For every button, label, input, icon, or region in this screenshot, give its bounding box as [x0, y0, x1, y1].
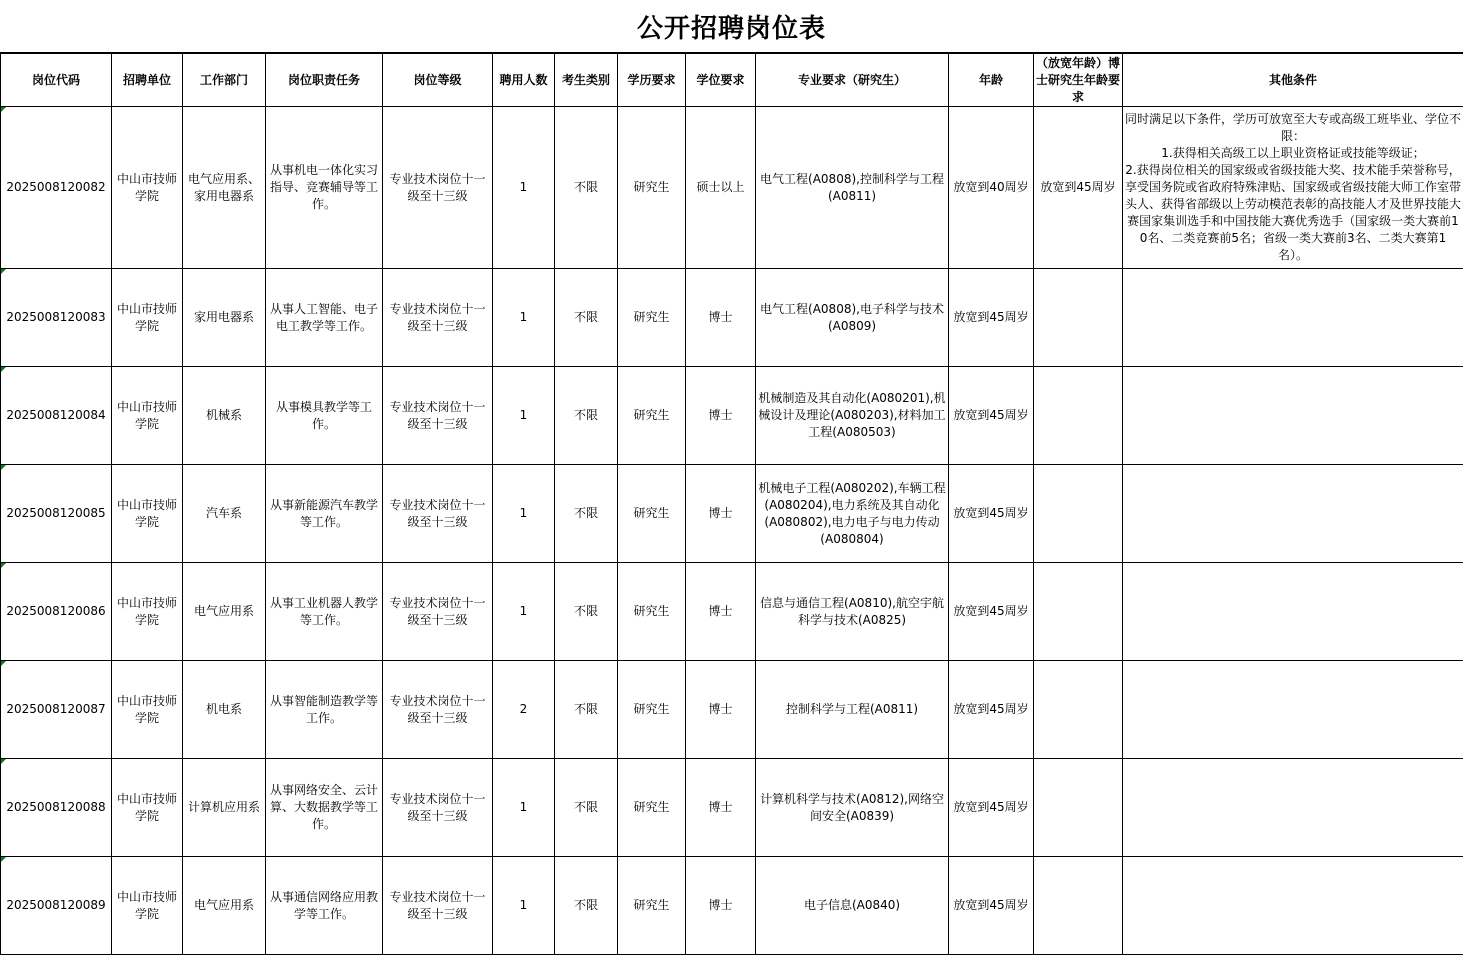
header-level[interactable]: 岗位等级 [383, 54, 493, 107]
header-phd-age[interactable]: （放宽年龄）博士研究生年龄要求 [1034, 54, 1123, 107]
cell-level[interactable]: 专业技术岗位十一级至十三级 [383, 857, 493, 955]
cell-code[interactable]: 2025008120084 [1, 367, 112, 465]
header-category[interactable]: 考生类别 [555, 54, 618, 107]
cell-level[interactable]: 专业技术岗位十一级至十三级 [383, 563, 493, 661]
table-row [1, 107, 1463, 269]
cell-dept[interactable]: 电气应用系、家用电器系 [183, 107, 266, 269]
header-other[interactable]: 其他条件 [1123, 54, 1463, 107]
header-unit[interactable]: 招聘单位 [112, 54, 183, 107]
cell-count[interactable]: 1 [493, 563, 555, 661]
cell-edu[interactable]: 研究生 [618, 269, 686, 367]
cell-code[interactable]: 2025008120089 [1, 857, 112, 955]
cell-duty[interactable]: 从事智能制造教学等工作。 [266, 661, 383, 759]
cell-count[interactable]: 1 [493, 759, 555, 857]
cell-duty[interactable]: 从事人工智能、电子电工教学等工作。 [266, 269, 383, 367]
cell-unit[interactable]: 中山市技师学院 [112, 465, 183, 563]
cell-unit[interactable]: 中山市技师学院 [112, 367, 183, 465]
cell-level[interactable]: 专业技术岗位十一级至十三级 [383, 759, 493, 857]
page-title: 公开招聘岗位表 [0, 0, 1463, 53]
cell-unit[interactable]: 中山市技师学院 [112, 759, 183, 857]
cell-unit[interactable]: 中山市技师学院 [112, 563, 183, 661]
cell-count[interactable]: 1 [493, 107, 555, 269]
header-major[interactable]: 专业要求（研究生） [756, 54, 949, 107]
cell-other[interactable]: 同时满足以下条件，学历可放宽至大专或高级工班毕业、学位不限： 1.获得相关高级工以上职业资格证或技能等级证； 2.获得岗位相关的国家级或省级技能大奖、技术能手荣誉称号，享受国务院或省政府特殊津贴、国家级或省级技能大师工作室带头人、获得省部级以上劳动模范表彰的高技能人才及世界技能大赛国家集训选手和中国技能大赛优秀选手（国家级一类大赛前10名、二类竞赛前5名；省级一类大赛前3名、二类大赛第1名）。 [1123, 107, 1463, 269]
cell-level[interactable]: 专业技术岗位十一级至十三级 [383, 465, 493, 563]
cell-code[interactable]: 2025008120086 [1, 563, 112, 661]
cell-dept[interactable]: 电气应用系 [183, 857, 266, 955]
cell-edu[interactable]: 研究生 [618, 107, 686, 269]
header-code[interactable]: 岗位代码 [1, 54, 112, 107]
cell-age[interactable]: 放宽到45周岁 [949, 367, 1034, 465]
cell-edu[interactable]: 研究生 [618, 661, 686, 759]
table-row [1, 857, 1463, 955]
cell-phd-age[interactable] [1034, 661, 1123, 759]
cell-code[interactable]: 2025008120088 [1, 759, 112, 857]
header-dept[interactable]: 工作部门 [183, 54, 266, 107]
cell-edu[interactable]: 研究生 [618, 759, 686, 857]
cell-category[interactable]: 不限 [555, 661, 618, 759]
cell-phd-age[interactable] [1034, 563, 1123, 661]
cell-major[interactable]: 控制科学与工程(A0811) [756, 661, 949, 759]
cell-edu[interactable]: 研究生 [618, 367, 686, 465]
cell-major[interactable]: 电气工程(A0808),控制科学与工程(A0811) [756, 107, 949, 269]
cell-degree[interactable]: 博士 [686, 759, 756, 857]
cell-major[interactable]: 电气工程(A0808),电子科学与技术(A0809) [756, 269, 949, 367]
cell-edu[interactable]: 研究生 [618, 563, 686, 661]
cell-category[interactable]: 不限 [555, 857, 618, 955]
table-row [1, 563, 1463, 661]
cell-degree[interactable]: 博士 [686, 269, 756, 367]
cell-level[interactable]: 专业技术岗位十一级至十三级 [383, 661, 493, 759]
cell-age[interactable]: 放宽到45周岁 [949, 661, 1034, 759]
cell-other[interactable] [1123, 269, 1463, 367]
cell-count[interactable]: 1 [493, 857, 555, 955]
cell-phd-age[interactable]: 放宽到45周岁 [1034, 107, 1123, 269]
cell-age[interactable]: 放宽到45周岁 [949, 857, 1034, 955]
cell-major[interactable]: 机械电子工程(A080202),车辆工程(A080204),电力系统及其自动化(A080802),电力电子与电力传动(A080804) [756, 465, 949, 563]
cell-category[interactable]: 不限 [555, 563, 618, 661]
cell-other[interactable] [1123, 563, 1463, 661]
cell-degree[interactable]: 博士 [686, 563, 756, 661]
cell-edu[interactable]: 研究生 [618, 465, 686, 563]
cell-unit[interactable]: 中山市技师学院 [112, 269, 183, 367]
cell-degree[interactable]: 博士 [686, 367, 756, 465]
cell-age[interactable]: 放宽到45周岁 [949, 563, 1034, 661]
cell-unit[interactable]: 中山市技师学院 [112, 661, 183, 759]
cell-other[interactable] [1123, 759, 1463, 857]
table-row [1, 367, 1463, 465]
cell-phd-age[interactable] [1034, 857, 1123, 955]
cell-edu[interactable]: 研究生 [618, 857, 686, 955]
cell-dept[interactable]: 家用电器系 [183, 269, 266, 367]
header-duty[interactable]: 岗位职责任务 [266, 54, 383, 107]
cell-level[interactable]: 专业技术岗位十一级至十三级 [383, 367, 493, 465]
cell-age[interactable]: 放宽到45周岁 [949, 465, 1034, 563]
table-row [1, 269, 1463, 367]
cell-major[interactable]: 信息与通信工程(A0810),航空宇航科学与技术(A0825) [756, 563, 949, 661]
cell-code[interactable]: 2025008120087 [1, 661, 112, 759]
cell-dept[interactable]: 汽车系 [183, 465, 266, 563]
cell-phd-age[interactable] [1034, 269, 1123, 367]
cell-dept[interactable]: 计算机应用系 [183, 759, 266, 857]
cell-other[interactable] [1123, 661, 1463, 759]
header-count[interactable]: 聘用人数 [493, 54, 555, 107]
cell-code[interactable]: 2025008120083 [1, 269, 112, 367]
cell-age[interactable]: 放宽到45周岁 [949, 269, 1034, 367]
cell-other[interactable] [1123, 367, 1463, 465]
cell-level[interactable]: 专业技术岗位十一级至十三级 [383, 107, 493, 269]
cell-count[interactable]: 1 [493, 465, 555, 563]
cell-category[interactable]: 不限 [555, 107, 618, 269]
cell-duty[interactable]: 从事模具教学等工作。 [266, 367, 383, 465]
cell-dept[interactable]: 机械系 [183, 367, 266, 465]
cell-unit[interactable]: 中山市技师学院 [112, 857, 183, 955]
cell-count[interactable]: 2 [493, 661, 555, 759]
cell-category[interactable]: 不限 [555, 759, 618, 857]
cell-phd-age[interactable] [1034, 759, 1123, 857]
header-age[interactable]: 年龄 [949, 54, 1034, 107]
cell-duty[interactable]: 从事新能源汽车教学等工作。 [266, 465, 383, 563]
header-row [1, 54, 1463, 107]
cell-count[interactable]: 1 [493, 367, 555, 465]
table-body [1, 107, 1463, 955]
cell-other[interactable] [1123, 465, 1463, 563]
cell-category[interactable]: 不限 [555, 367, 618, 465]
cell-category[interactable]: 不限 [555, 269, 618, 367]
cell-degree[interactable]: 博士 [686, 661, 756, 759]
table-row [1, 759, 1463, 857]
cell-duty[interactable]: 从事通信网络应用教学等工作。 [266, 857, 383, 955]
cell-major[interactable]: 电子信息(A0840) [756, 857, 949, 955]
cell-code[interactable]: 2025008120085 [1, 465, 112, 563]
table-row [1, 465, 1463, 563]
header-edu[interactable]: 学历要求 [618, 54, 686, 107]
cell-count[interactable]: 1 [493, 269, 555, 367]
cell-duty[interactable]: 从事机电一体化实习指导、竞赛辅导等工作。 [266, 107, 383, 269]
cell-age[interactable]: 放宽到40周岁 [949, 107, 1034, 269]
cell-major[interactable]: 计算机科学与技术(A0812),网络空间安全(A0839) [756, 759, 949, 857]
header-degree[interactable]: 学位要求 [686, 54, 756, 107]
cell-other[interactable] [1123, 857, 1463, 955]
cell-unit[interactable]: 中山市技师学院 [112, 107, 183, 269]
cell-duty[interactable]: 从事工业机器人教学等工作。 [266, 563, 383, 661]
cell-category[interactable]: 不限 [555, 465, 618, 563]
job-table [0, 53, 1463, 955]
cell-dept[interactable]: 机电系 [183, 661, 266, 759]
cell-phd-age[interactable] [1034, 367, 1123, 465]
cell-degree[interactable]: 博士 [686, 857, 756, 955]
cell-level[interactable]: 专业技术岗位十一级至十三级 [383, 269, 493, 367]
cell-degree[interactable]: 博士 [686, 465, 756, 563]
cell-phd-age[interactable] [1034, 465, 1123, 563]
cell-dept[interactable]: 电气应用系 [183, 563, 266, 661]
cell-major[interactable]: 机械制造及其自动化(A080201),机械设计及理论(A080203),材料加工工程(A080503) [756, 367, 949, 465]
table-row [1, 661, 1463, 759]
cell-age[interactable]: 放宽到45周岁 [949, 759, 1034, 857]
cell-code[interactable]: 2025008120082 [1, 107, 112, 269]
cell-degree[interactable]: 硕士以上 [686, 107, 756, 269]
cell-duty[interactable]: 从事网络安全、云计算、大数据教学等工作。 [266, 759, 383, 857]
